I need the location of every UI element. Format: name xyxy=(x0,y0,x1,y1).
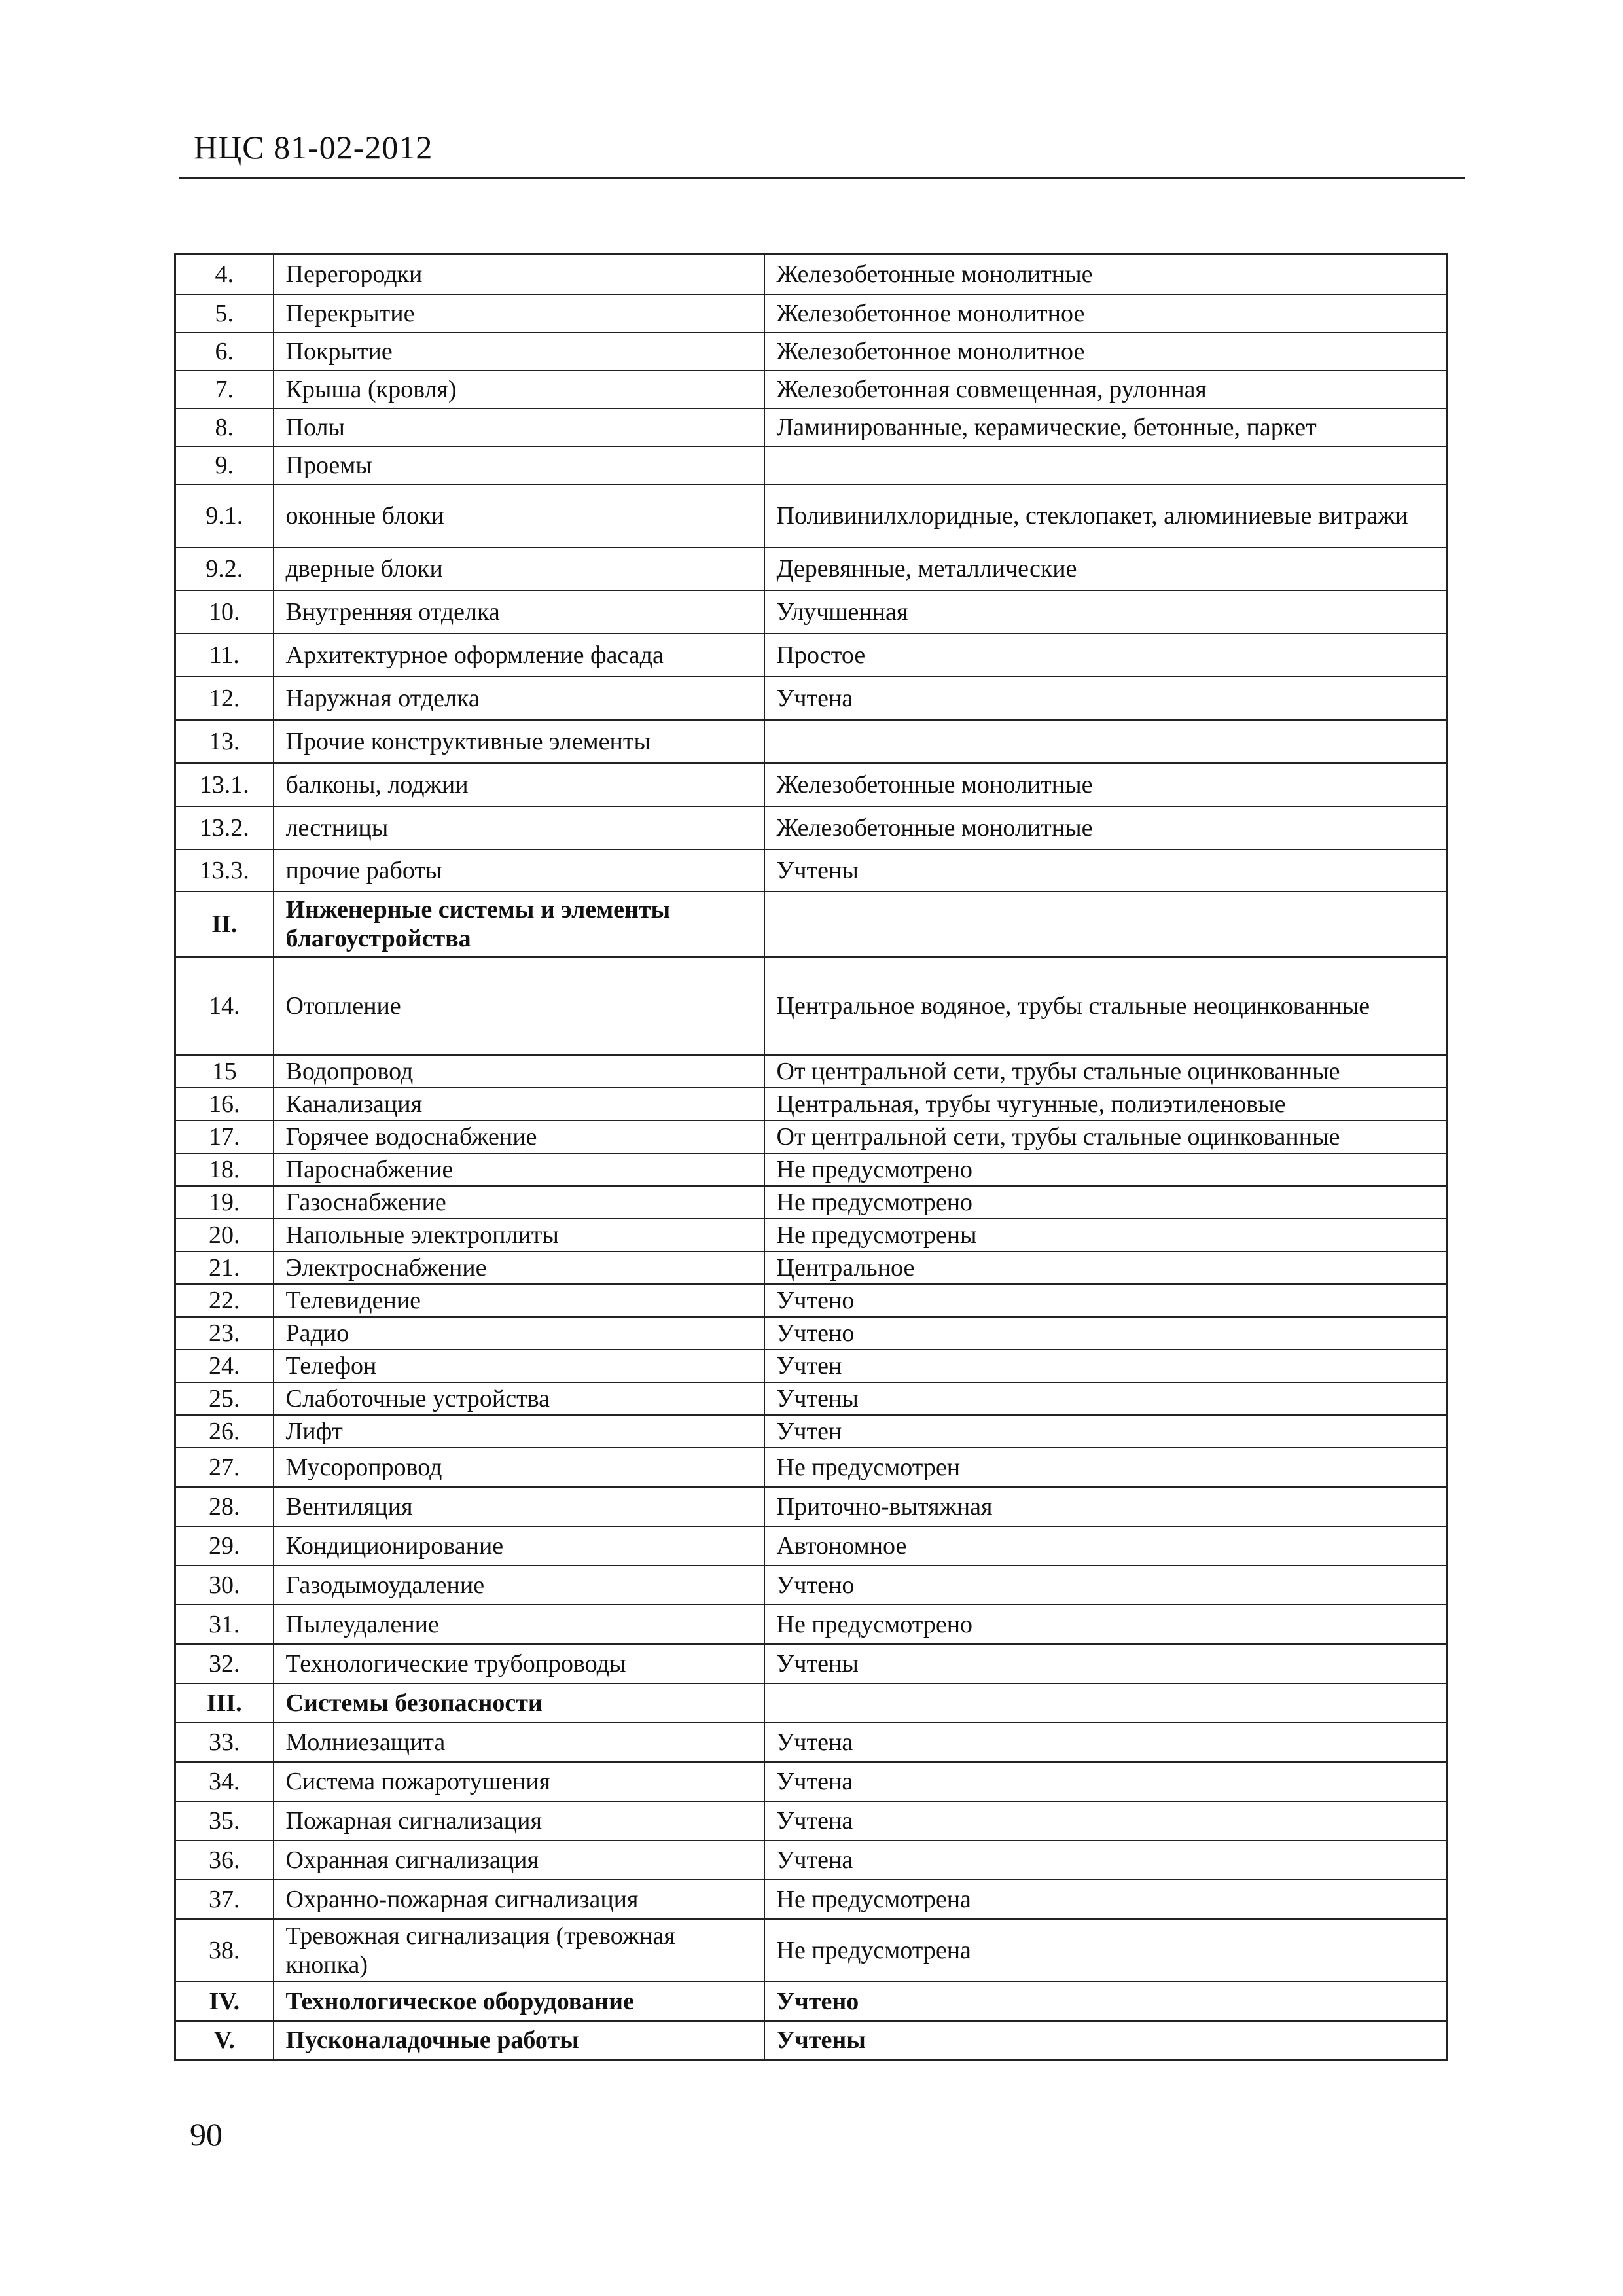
element-specification: Учтена xyxy=(764,677,1448,720)
element-name: Пожарная сигнализация xyxy=(274,1801,764,1840)
element-name: Лифт xyxy=(274,1415,764,1448)
element-name: лестницы xyxy=(274,806,764,850)
element-specification: Поливинилхлоридные, стеклопакет, алюминиевые витражи xyxy=(764,484,1448,547)
table-row xyxy=(175,332,1448,370)
element-specification: Не предусмотрено xyxy=(764,1605,1448,1644)
element-specification: Учтен xyxy=(764,1415,1448,1448)
element-specification: Не предусмотрены xyxy=(764,1219,1448,1251)
table-row xyxy=(175,1415,1448,1448)
table-row xyxy=(175,547,1448,590)
element-specification: Учтены xyxy=(764,2021,1448,2060)
element-specification: Железобетонное монолитное xyxy=(764,295,1448,332)
table-row xyxy=(175,370,1448,408)
header-rule xyxy=(179,177,1465,179)
table-row xyxy=(175,1448,1448,1487)
table-row xyxy=(175,1644,1448,1683)
table-row xyxy=(175,957,1448,1055)
table-row xyxy=(175,1251,1448,1284)
row-number: 36. xyxy=(175,1840,274,1880)
element-specification: От центральной сети, трубы стальные оцинкованные xyxy=(764,1121,1448,1153)
element-specification xyxy=(764,720,1448,763)
element-specification: Учтена xyxy=(764,1723,1448,1762)
row-number: 8. xyxy=(175,408,274,446)
row-number: 10. xyxy=(175,590,274,634)
element-name: Телефон xyxy=(274,1350,764,1382)
row-number: 9. xyxy=(175,446,274,484)
element-name: Тревожная сигнализация (тревожная кнопка) xyxy=(274,1919,764,1982)
table-row xyxy=(175,1566,1448,1605)
element-specification: Не предусмотрено xyxy=(764,1153,1448,1186)
table-row xyxy=(175,634,1448,677)
table-row xyxy=(175,1487,1448,1526)
row-number: 9.2. xyxy=(175,547,274,590)
element-name: Горячее водоснабжение xyxy=(274,1121,764,1153)
row-number: 9.1. xyxy=(175,484,274,547)
table-row xyxy=(175,1382,1448,1415)
element-name: Электроснабжение xyxy=(274,1251,764,1284)
element-specification: Центральное xyxy=(764,1251,1448,1284)
row-number: 4. xyxy=(175,254,274,295)
row-number: II. xyxy=(175,891,274,957)
element-name: Системы безопасности xyxy=(274,1683,764,1723)
element-specification: Железобетонное монолитное xyxy=(764,332,1448,370)
table-row xyxy=(175,408,1448,446)
row-number: 23. xyxy=(175,1317,274,1350)
element-name: Архитектурное оформление фасада xyxy=(274,634,764,677)
table-row xyxy=(175,850,1448,891)
row-number: 24. xyxy=(175,1350,274,1382)
element-specification: Центральное водяное, трубы стальные неоцинкованные xyxy=(764,957,1448,1055)
element-name: прочие работы xyxy=(274,850,764,891)
document-code: НЦС 81-02-2012 xyxy=(194,129,433,166)
section-row xyxy=(175,1982,1448,2021)
element-name: Пылеудаление xyxy=(274,1605,764,1644)
specification-table xyxy=(174,253,1448,2061)
element-specification xyxy=(764,446,1448,484)
row-number: 12. xyxy=(175,677,274,720)
row-number: 7. xyxy=(175,370,274,408)
row-number: 22. xyxy=(175,1284,274,1317)
element-specification: Железобетонные монолитные xyxy=(764,254,1448,295)
element-specification: Учтены xyxy=(764,850,1448,891)
table-row xyxy=(175,1801,1448,1840)
row-number: 32. xyxy=(175,1644,274,1683)
element-specification: От центральной сети, трубы стальные оцинкованные xyxy=(764,1055,1448,1088)
element-specification: Учтены xyxy=(764,1644,1448,1683)
row-number: 20. xyxy=(175,1219,274,1251)
table-row xyxy=(175,1219,1448,1251)
row-number: V. xyxy=(175,2021,274,2060)
table-row xyxy=(175,484,1448,547)
element-specification: Учтена xyxy=(764,1801,1448,1840)
row-number: 38. xyxy=(175,1919,274,1982)
table-row xyxy=(175,1605,1448,1644)
element-specification: Железобетонные монолитные xyxy=(764,806,1448,850)
table-row xyxy=(175,254,1448,295)
table-row xyxy=(175,1186,1448,1219)
row-number: 13.1. xyxy=(175,763,274,806)
table-row xyxy=(175,590,1448,634)
row-number: 34. xyxy=(175,1762,274,1801)
row-number: 13.3. xyxy=(175,850,274,891)
element-name: Технологическое оборудование xyxy=(274,1982,764,2021)
element-name: Внутренняя отделка xyxy=(274,590,764,634)
element-name: Перекрытие xyxy=(274,295,764,332)
row-number: 26. xyxy=(175,1415,274,1448)
row-number: 35. xyxy=(175,1801,274,1840)
table-row xyxy=(175,1153,1448,1186)
element-specification: Учтены xyxy=(764,1382,1448,1415)
element-specification: Ламинированные, керамические, бетонные, паркет xyxy=(764,408,1448,446)
element-specification: Учтена xyxy=(764,1762,1448,1801)
table-row xyxy=(175,446,1448,484)
element-name: оконные блоки xyxy=(274,484,764,547)
element-specification: Автономное xyxy=(764,1526,1448,1566)
row-number: 5. xyxy=(175,295,274,332)
element-specification: Улучшенная xyxy=(764,590,1448,634)
row-number: 31. xyxy=(175,1605,274,1644)
element-name: Проемы xyxy=(274,446,764,484)
table-row xyxy=(175,763,1448,806)
element-name: балконы, лоджии xyxy=(274,763,764,806)
table-row xyxy=(175,1919,1448,1982)
table-row xyxy=(175,1880,1448,1919)
table-row xyxy=(175,1055,1448,1088)
element-name: Напольные электроплиты xyxy=(274,1219,764,1251)
element-name: Пароснабжение xyxy=(274,1153,764,1186)
row-number: III. xyxy=(175,1683,274,1723)
table-row xyxy=(175,1284,1448,1317)
table-row xyxy=(175,1350,1448,1382)
element-name: Канализация xyxy=(274,1088,764,1121)
table-row xyxy=(175,720,1448,763)
element-specification: Учтено xyxy=(764,1982,1448,2021)
element-specification: Центральная, трубы чугунные, полиэтиленовые xyxy=(764,1088,1448,1121)
page-number: 90 xyxy=(190,2116,223,2153)
element-name: Водопровод xyxy=(274,1055,764,1088)
element-name: Охранно-пожарная сигнализация xyxy=(274,1880,764,1919)
specification-table-body xyxy=(175,254,1448,2060)
row-number: 11. xyxy=(175,634,274,677)
table-row xyxy=(175,806,1448,850)
element-specification: Учтена xyxy=(764,1840,1448,1880)
element-specification: Железобетонные монолитные xyxy=(764,763,1448,806)
element-specification: Не предусмотрена xyxy=(764,1880,1448,1919)
table-row xyxy=(175,1088,1448,1121)
element-specification: Не предусмотрено xyxy=(764,1186,1448,1219)
element-specification: Учтен xyxy=(764,1350,1448,1382)
element-specification: Приточно-вытяжная xyxy=(764,1487,1448,1526)
row-number: 33. xyxy=(175,1723,274,1762)
element-specification: Учтено xyxy=(764,1284,1448,1317)
row-number: 37. xyxy=(175,1880,274,1919)
element-name: Мусоропровод xyxy=(274,1448,764,1487)
row-number: 18. xyxy=(175,1153,274,1186)
element-name: дверные блоки xyxy=(274,547,764,590)
element-name: Радио xyxy=(274,1317,764,1350)
element-specification: Не предусмотрен xyxy=(764,1448,1448,1487)
table-row xyxy=(175,677,1448,720)
row-number: 21. xyxy=(175,1251,274,1284)
element-specification: Не предусмотрена xyxy=(764,1919,1448,1982)
element-name: Наружная отделка xyxy=(274,677,764,720)
element-name: Молниезащита xyxy=(274,1723,764,1762)
element-specification: Учтено xyxy=(764,1317,1448,1350)
row-number: 13.2. xyxy=(175,806,274,850)
element-name: Перегородки xyxy=(274,254,764,295)
element-specification: Железобетонная совмещенная, рулонная xyxy=(764,370,1448,408)
section-row xyxy=(175,2021,1448,2060)
element-name: Пусконаладочные работы xyxy=(274,2021,764,2060)
element-name: Слаботочные устройства xyxy=(274,1382,764,1415)
row-number: 16. xyxy=(175,1088,274,1121)
element-name: Охранная сигнализация xyxy=(274,1840,764,1880)
table-row xyxy=(175,1317,1448,1350)
element-name: Инженерные системы и элементы благоустройства xyxy=(274,891,764,957)
element-specification xyxy=(764,891,1448,957)
row-number: 25. xyxy=(175,1382,274,1415)
element-name: Технологические трубопроводы xyxy=(274,1644,764,1683)
row-number: 14. xyxy=(175,957,274,1055)
table-row xyxy=(175,1762,1448,1801)
table-row xyxy=(175,1526,1448,1566)
element-name: Отопление xyxy=(274,957,764,1055)
element-name: Газодымоудаление xyxy=(274,1566,764,1605)
element-specification: Деревянные, металлические xyxy=(764,547,1448,590)
row-number: 30. xyxy=(175,1566,274,1605)
row-number: 13. xyxy=(175,720,274,763)
element-name: Крыша (кровля) xyxy=(274,370,764,408)
table-row xyxy=(175,295,1448,332)
row-number: 17. xyxy=(175,1121,274,1153)
element-name: Кондиционирование xyxy=(274,1526,764,1566)
row-number: IV. xyxy=(175,1982,274,2021)
element-specification xyxy=(764,1683,1448,1723)
table-row xyxy=(175,1723,1448,1762)
element-name: Полы xyxy=(274,408,764,446)
row-number: 15 xyxy=(175,1055,274,1088)
section-row xyxy=(175,1683,1448,1723)
table-row xyxy=(175,1121,1448,1153)
row-number: 29. xyxy=(175,1526,274,1566)
section-row xyxy=(175,891,1448,957)
element-specification: Простое xyxy=(764,634,1448,677)
row-number: 19. xyxy=(175,1186,274,1219)
row-number: 6. xyxy=(175,332,274,370)
element-name: Прочие конструктивные элементы xyxy=(274,720,764,763)
element-name: Система пожаротушения xyxy=(274,1762,764,1801)
table-row xyxy=(175,1840,1448,1880)
element-name: Газоснабжение xyxy=(274,1186,764,1219)
element-specification: Учтено xyxy=(764,1566,1448,1605)
element-name: Телевидение xyxy=(274,1284,764,1317)
element-name: Покрытие xyxy=(274,332,764,370)
row-number: 27. xyxy=(175,1448,274,1487)
element-name: Вентиляция xyxy=(274,1487,764,1526)
row-number: 28. xyxy=(175,1487,274,1526)
